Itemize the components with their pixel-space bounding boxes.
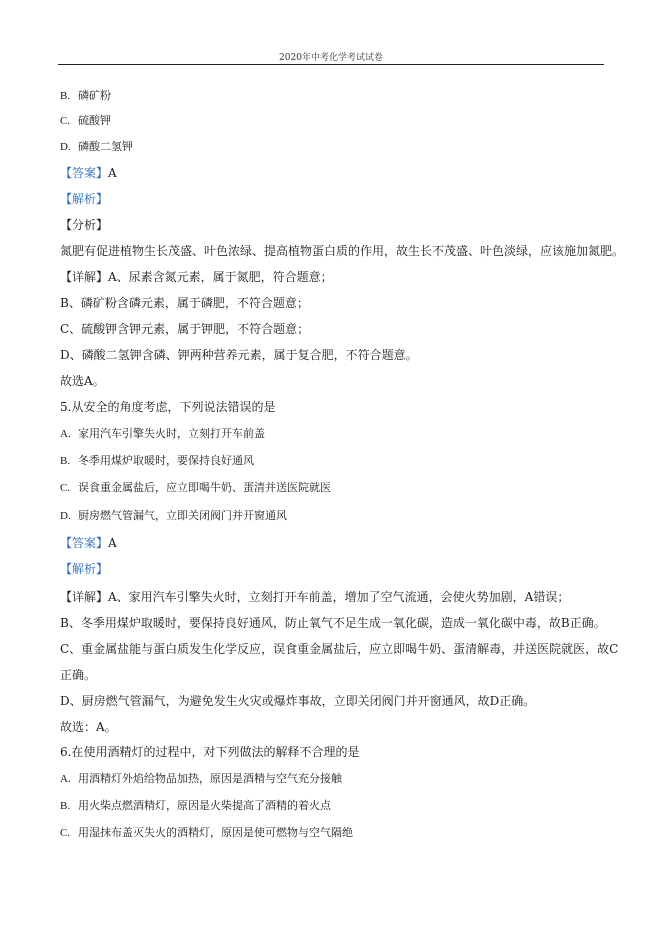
section-value: A xyxy=(108,536,117,550)
option-text: 家用汽车引擎失火时，立刻打开车前盖 xyxy=(78,427,265,440)
text-line: 【详解】A、尿素含氮元素，属于氮肥，符合题意； xyxy=(60,270,333,284)
text-line: 5.从安全的角度考虑，下列说法错误的是 xyxy=(60,400,276,414)
text-line: D、厨房燃气管漏气，为避免发生火灾或爆炸事故，立即关闭阀门并开窗通风，故D正确。 xyxy=(60,694,536,708)
page-header-title: 2020年中考化学考试试卷 xyxy=(279,53,383,63)
option-text: 磷矿粉 xyxy=(78,89,111,102)
answer-option xyxy=(60,426,265,442)
section-tag-line xyxy=(60,165,117,181)
option-text: 厨房燃气管漏气，立即关闭阀门并开窗通风 xyxy=(78,509,287,522)
answer-option xyxy=(60,453,254,469)
option-text: 硫酸钾 xyxy=(78,114,111,127)
text-line: C、重金属盐能与蛋白质发生化学反应，误食重金属盐后，应立即喝牛奶、蛋清解毒，并送医院就医，故C xyxy=(60,642,619,656)
option-text: 冬季用煤炉取暖时，要保持良好通风 xyxy=(78,454,254,467)
text-line: C、硫酸钾含钾元素，属于钾肥，不符合题意； xyxy=(60,322,310,336)
option-label: C. xyxy=(60,482,71,494)
option-label: B. xyxy=(60,455,71,467)
section-tag: 【答案】 xyxy=(60,536,109,550)
header-divider xyxy=(58,64,604,65)
option-label: A. xyxy=(60,773,71,785)
option-label: D. xyxy=(60,510,71,522)
option-label: A. xyxy=(60,428,71,440)
answer-option xyxy=(60,88,111,104)
text-line: 【详解】A、家用汽车引擎失火时，立刻打开车前盖，增加了空气流通，会使火势加剧，A错误； xyxy=(60,590,570,604)
text-line: 正确。 xyxy=(60,668,97,682)
answer-option xyxy=(60,139,133,155)
text-line: B、磷矿粉含磷元素，属于磷肥，不符合题意； xyxy=(60,296,309,310)
section-tag: 【答案】 xyxy=(60,166,109,180)
text-line: 氮肥有促进植物生长茂盛、叶色浓绿、提高植物蛋白质的作用，故生长不茂盛、叶色淡绿，应该施加氮肥。 xyxy=(60,244,625,258)
answer-option xyxy=(60,771,342,787)
answer-option xyxy=(60,508,287,524)
section-tag-line xyxy=(60,561,108,577)
answer-option xyxy=(60,113,111,129)
option-text: 用酒精灯外焰给物品加热，原因是酒精与空气充分接触 xyxy=(78,772,342,785)
answer-option xyxy=(60,825,353,841)
option-text: 误食重金属盐后，应立即喝牛奶、蛋清并送医院就医 xyxy=(78,481,331,494)
text-line: B、冬季用煤炉取暖时，要保持良好通风，防止氧气不足生成一氧化碳，造成一氧化碳中毒，故B正确。 xyxy=(60,616,606,630)
text-line: 故选A。 xyxy=(60,374,105,388)
option-text: 磷酸二氢钾 xyxy=(78,140,133,153)
answer-option xyxy=(60,798,331,814)
section-tag: 【解析】 xyxy=(60,562,109,576)
option-text: 用火柴点燃酒精灯，原因是火柴提高了酒精的着火点 xyxy=(78,799,331,812)
text-line: 6.在使用酒精灯的过程中，对下列做法的解释不合理的是 xyxy=(60,745,360,759)
option-text: 用湿抹布盖灭失火的酒精灯，原因是使可燃物与空气隔绝 xyxy=(78,826,353,839)
section-tag: 【解析】 xyxy=(60,192,109,206)
option-label: C. xyxy=(60,827,71,839)
section-tag-line xyxy=(60,191,108,207)
answer-option xyxy=(60,480,331,496)
section-value: A xyxy=(108,166,117,180)
text-line: 【分析】 xyxy=(60,218,109,232)
option-label: D. xyxy=(60,141,71,153)
text-line: D、磷酸二氢钾含磷、钾两种营养元素，属于复合肥，不符合题意。 xyxy=(60,348,418,362)
option-label: B. xyxy=(60,90,71,102)
option-label: B. xyxy=(60,800,71,812)
text-line: 故选：A。 xyxy=(60,720,117,734)
option-label: C. xyxy=(60,115,71,127)
section-tag-line xyxy=(60,535,117,551)
